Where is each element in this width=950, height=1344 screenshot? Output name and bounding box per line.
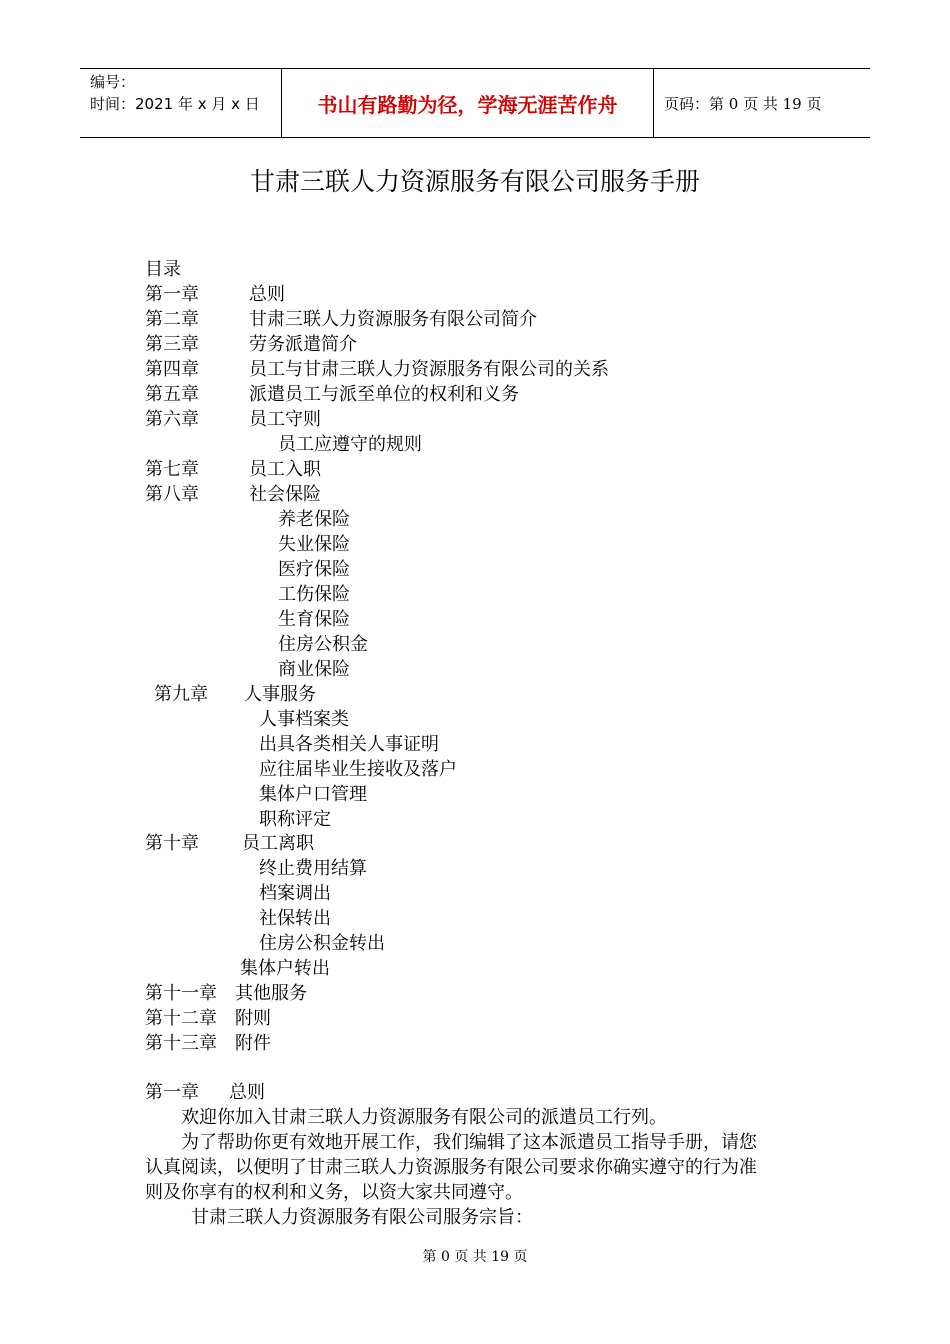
toc-chapter-number: 第十一章 [145, 983, 217, 1004]
toc-subitem: 终止费用结算 [259, 858, 367, 879]
body-paragraph-line: 为了帮助你更有效地开展工作，我们编辑了这本派遣员工指导手册，请您 [181, 1132, 757, 1153]
toc-chapter-title: 附则 [235, 1008, 271, 1029]
document-title: 甘肃三联人力资源服务有限公司服务手册 [249, 167, 700, 196]
toc-subitem: 商业保险 [278, 659, 350, 680]
toc-chapter-title: 派遣员工与派至单位的权利和义务 [249, 384, 519, 405]
toc-subitem: 集体户转出 [240, 958, 330, 979]
serial-label: 编号： [90, 73, 136, 91]
toc-chapter-title: 附件 [235, 1033, 271, 1054]
toc-chapter-number: 第十二章 [145, 1008, 217, 1029]
header-page-info: 页码：第 0 页 共 19 页 [664, 94, 822, 113]
toc-chapter-number: 第七章 [145, 459, 199, 480]
toc-subitem: 生育保险 [278, 609, 350, 630]
toc-subitem: 社保转出 [259, 908, 331, 929]
toc-subitem: 职称评定 [259, 809, 331, 830]
body-paragraph: 甘肃三联人力资源服务有限公司服务宗旨： [191, 1207, 533, 1228]
toc-subitem: 出具各类相关人事证明 [259, 734, 439, 755]
toc-heading: 目录 [145, 259, 181, 280]
header-motto: 书山有路勤为径，学海无涯苦作舟 [281, 69, 654, 137]
toc-chapter-number: 第六章 [145, 409, 199, 430]
page-header [80, 68, 870, 138]
toc-subitem: 人事档案类 [259, 709, 349, 730]
toc-subitem: 住房公积金 [278, 634, 368, 655]
toc-chapter-title: 员工入职 [249, 459, 321, 480]
toc-chapter-number: 第四章 [145, 359, 199, 380]
body-paragraph-line: 则及你享有的权利和义务，以资大家共同遵守。 [145, 1182, 523, 1203]
toc-subitem: 养老保险 [278, 509, 350, 530]
toc-chapter-number: 第八章 [145, 484, 199, 505]
toc-chapter-title: 甘肃三联人力资源服务有限公司简介 [249, 309, 537, 330]
chapter-number: 第一章 [145, 1082, 199, 1103]
toc-subitem: 集体户口管理 [259, 784, 367, 805]
body-paragraph-line: 认真阅读，以便明了甘肃三联人力资源服务有限公司要求你确实遵守的行为准 [145, 1157, 757, 1178]
toc-chapter-number: 第五章 [145, 384, 199, 405]
toc-subitem: 员工应遵守的规则 [278, 434, 422, 455]
toc-chapter-number: 第十三章 [145, 1033, 217, 1054]
toc-chapter-title: 劳务派遣简介 [249, 334, 357, 355]
toc-chapter-title: 人事服务 [244, 684, 316, 705]
toc-subitem: 应往届毕业生接收及落户 [259, 759, 457, 780]
toc-subitem: 住房公积金转出 [259, 933, 385, 954]
toc-subitem: 失业保险 [278, 534, 350, 555]
toc-chapter-title: 其他服务 [235, 983, 307, 1004]
toc-chapter-title: 总则 [249, 284, 285, 305]
toc-chapter-number: 第十章 [145, 833, 199, 854]
toc-subitem: 档案调出 [259, 883, 331, 904]
toc-chapter-title: 员工守则 [249, 409, 321, 430]
toc-chapter-number: 第二章 [145, 309, 199, 330]
toc-chapter-title: 员工与甘肃三联人力资源服务有限公司的关系 [249, 359, 609, 380]
time-label: 时间：2021 年 x 月 x 日 [90, 95, 260, 113]
toc-subitem: 工伤保险 [278, 584, 350, 605]
toc-subitem: 医疗保险 [278, 559, 350, 580]
chapter-title: 总则 [229, 1082, 265, 1103]
toc-chapter-number: 第三章 [145, 334, 199, 355]
header-meta [80, 69, 281, 137]
toc-chapter-number: 第一章 [145, 284, 199, 305]
body-paragraph: 欢迎你加入甘肃三联人力资源服务有限公司的派遣员工行列。 [181, 1107, 667, 1128]
toc-chapter-title: 员工离职 [242, 833, 314, 854]
toc-chapter-title: 社会保险 [249, 484, 321, 505]
page-footer: 第 0 页 共 19 页 [422, 1249, 528, 1265]
toc-chapter-number: 第九章 [154, 684, 208, 705]
